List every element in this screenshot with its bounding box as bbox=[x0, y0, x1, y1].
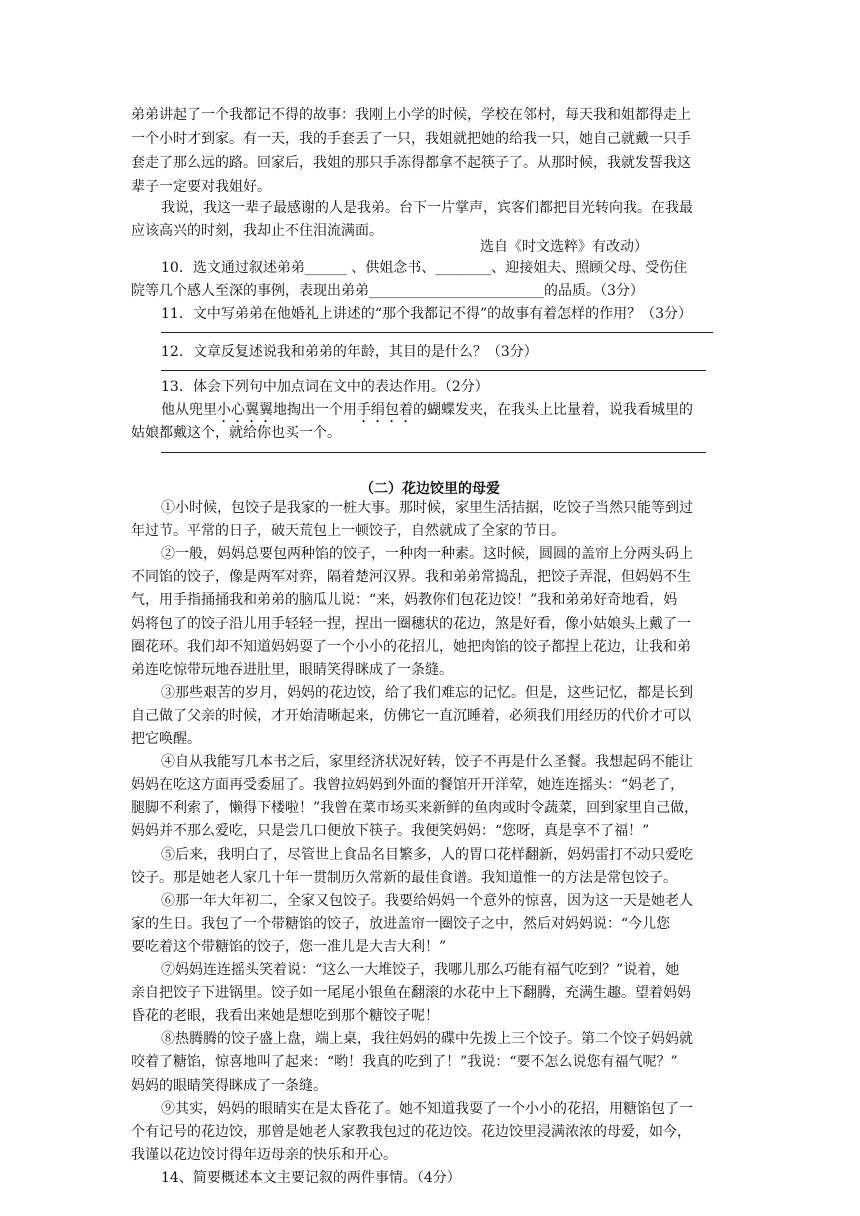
dotted-word: 小心翼翼 bbox=[217, 402, 273, 418]
passage1-line: 我说，我这一辈子最感谢的人是我弟。台下一片掌声，宾客们都把目光转向我。在我最 bbox=[161, 200, 693, 216]
passage1-line: 套走了那么远的路。回家后，我姐的那只手冻得都拿不起筷子了。从那时候，我就发誓我这 bbox=[131, 155, 691, 171]
passage2-line: ⑨其实，妈妈的眼睛实在是太昏花了。她不知道我耍了一个小小的花招，用糖馅包了一 bbox=[161, 1100, 693, 1117]
passage2-line: 个有记号的花边饺，那曾是她老人家教我包过的花边饺。花边饺里浸满浓浓的母爱，如今， bbox=[131, 1123, 691, 1140]
passage2-line: 咬着了糖馅，惊喜地叫了起来：“哟！我真的吃到了！”我说：“要不怎么说您有福气呢？” bbox=[131, 1054, 678, 1071]
passage2-line: 亲自把饺子下进锅里。饺子如一尾尾小银鱼在翻滚的水花中上下翻腾，充满生趣。望着妈妈 bbox=[131, 985, 691, 1002]
question-10: 10．选文通过叙述弟弟______ 、供姐念书、________、迎接姐夫、照顾父母、受伤住 bbox=[161, 260, 688, 276]
question-12: 12．文章反复述说我和弟弟的年龄，其目的是什么？（3分） bbox=[161, 344, 538, 360]
passage2-line: 自己做了父亲的时候，才开始清晰起来，仿佛它一直沉睡着，必须我们用经历的代价才可以 bbox=[131, 707, 691, 724]
passage2-line: 饺子。那是她老人家几十年一贯制历久常新的最佳食谱。我知道惟一的方法是常包饺子。 bbox=[131, 869, 677, 886]
passage1-line: 辈子一定要对我姐好。 bbox=[131, 179, 271, 195]
passage1-line: 弟弟讲起了一个我都记不得的故事：我刚上小学的时候，学校在邻村，每天我和姐都得走上 bbox=[131, 107, 691, 123]
sentence-text: 的蝴蝶发夹，在我头上比量着，说我看城里的 bbox=[413, 402, 693, 418]
sentence-text: 地掏出一个用 bbox=[273, 402, 357, 418]
passage1-line: 一个小时才到家。有一天，我的手套丢了一只，我姐就把她的给我一只，她自己就戴一只手 bbox=[131, 131, 691, 147]
passage2-line: 妈将包了的饺子沿儿用手轻轻一捏，捏出一圈穗状的花边，煞是好看，像小姑娘头上戴了一 bbox=[131, 615, 691, 632]
passage2-line: 气，用手指捅捅我和弟弟的脑瓜儿说：“来，妈教你们包花边饺！”我和弟弟好奇地看，妈 bbox=[131, 592, 678, 609]
passage2-line: ⑤后来，我明白了，尽管世上食品名目繁多，人的胃口花样翻新，妈妈雷打不动只爱吃 bbox=[161, 846, 693, 863]
passage2-line: 腿脚不利索了，懒得下楼啦！”我曾在菜市场买来新鲜的鱼肉或时令蔬菜，回到家里自己做， bbox=[131, 800, 699, 817]
question-11: 11．文中写弟弟在他婚礼上讲述的“那个我都记不得”的故事有着怎样的作用？（3分） bbox=[161, 306, 693, 322]
passage2-line: 昏花的老眼，我看出来她是想吃到那个糖饺子呢！ bbox=[131, 1008, 439, 1025]
passage2-line: ⑦妈妈连连摇头笑着说：“这么一大堆饺子，我哪儿那么巧能有福气吃到？”说着，她 bbox=[161, 962, 680, 978]
passage2-line: 不同馅的饺子，像是两军对弈，隔着楚河汉界。我和弟弟常捣乱，把饺子弄混，但妈妈不生 bbox=[131, 569, 691, 586]
passage2-line: 把它唤醒。 bbox=[131, 731, 201, 747]
dotted-word: 手绢包着 bbox=[357, 402, 413, 418]
passage1-line: 应该高兴的时刻，我却止不住泪流满面。 bbox=[131, 223, 383, 239]
passage2-line: 妈妈的眼睛笑得眯成了一条缝。 bbox=[131, 1077, 327, 1094]
passage2-line: ④自从我能写几本书之后，家里经济状况好转，饺子不再是什么圣餐。我想起码不能让 bbox=[161, 754, 693, 771]
passage2-line: ②一般，妈妈总要包两种馅的饺子，一种肉一种素。这时候，圆圆的盖帘上分两头码上 bbox=[161, 546, 693, 563]
passage2-line: 圈花环。我们却不知道妈妈耍了一个小小的花招儿，她把肉馅的饺子都捏上花边，让我和弟 bbox=[131, 638, 691, 655]
question-10-cont: 院等几个感人至深的事例，表现出弟弟_________________________的品质。（3分） bbox=[131, 283, 644, 299]
passage2-line: 弟连吃惊带玩地吞进肚里，眼睛笑得眯成了一条缝。 bbox=[131, 661, 453, 678]
answer-line[interactable] bbox=[161, 370, 706, 371]
passage2-line: 妈妈并不那么爱吃，只是尝几口便放下筷子。我便笑妈妈：“您呀，真是享不了福！” bbox=[131, 823, 650, 840]
answer-line[interactable] bbox=[161, 332, 713, 333]
passage2-line: 妈妈在吃这方面再受委屈了。我曾拉妈妈到外面的餐馆开开洋荤，她连连摇头：“妈老了， bbox=[131, 777, 685, 794]
source-citation: 选自《时文选粹》有改动） bbox=[480, 239, 648, 255]
passage2-line: 家的生日。我包了一个带糖馅的饺子，放进盖帘一圈饺子之中，然后对妈妈说：“今儿您 bbox=[131, 915, 671, 932]
passage2-line: ③那些艰苦的岁月，妈妈的花边饺，给了我们难忘的记忆。但是，这些记忆，都是长到 bbox=[161, 684, 693, 701]
passage2-line: ⑥那一年大年初二，全家又包饺子。我要给妈妈一个意外的惊喜，因为这一天是她老人 bbox=[161, 892, 693, 909]
passage2-line: ①小时候，包饺子是我家的一桩大事。那时候，家里生活拮据，吃饺子当然只能等到过 bbox=[161, 500, 693, 516]
answer-line[interactable] bbox=[161, 452, 706, 453]
passage2-line: ⑧热腾腾的饺子盛上盘，端上桌，我往妈妈的碟中先拨上三个饺子。第二个饺子妈妈就 bbox=[161, 1031, 693, 1048]
question-13-sentence-cont: 姑娘都戴这个，就给你也买一个。 bbox=[131, 425, 341, 441]
passage2-line: 要吃着这个带糖馅的饺子，您一准儿是大吉大利！” bbox=[131, 938, 447, 955]
question-13: 13．体会下列句中加点词在文中的表达作用。（2分） bbox=[161, 379, 489, 395]
sentence-text: 他从兜里 bbox=[161, 402, 217, 418]
passage2-line: 我谨以花边饺讨得年迈母亲的快乐和开心。 bbox=[131, 1146, 397, 1163]
passage2-title: （二）花边饺里的母爱 bbox=[360, 481, 500, 497]
passage2-line: 年过节。平常的日子，破天荒包上一顿饺子，自然就成了全家的节日。 bbox=[131, 523, 565, 540]
passage2-line: 14、简要概述本文主要记叙的两件事情。（4分） bbox=[161, 1169, 461, 1186]
